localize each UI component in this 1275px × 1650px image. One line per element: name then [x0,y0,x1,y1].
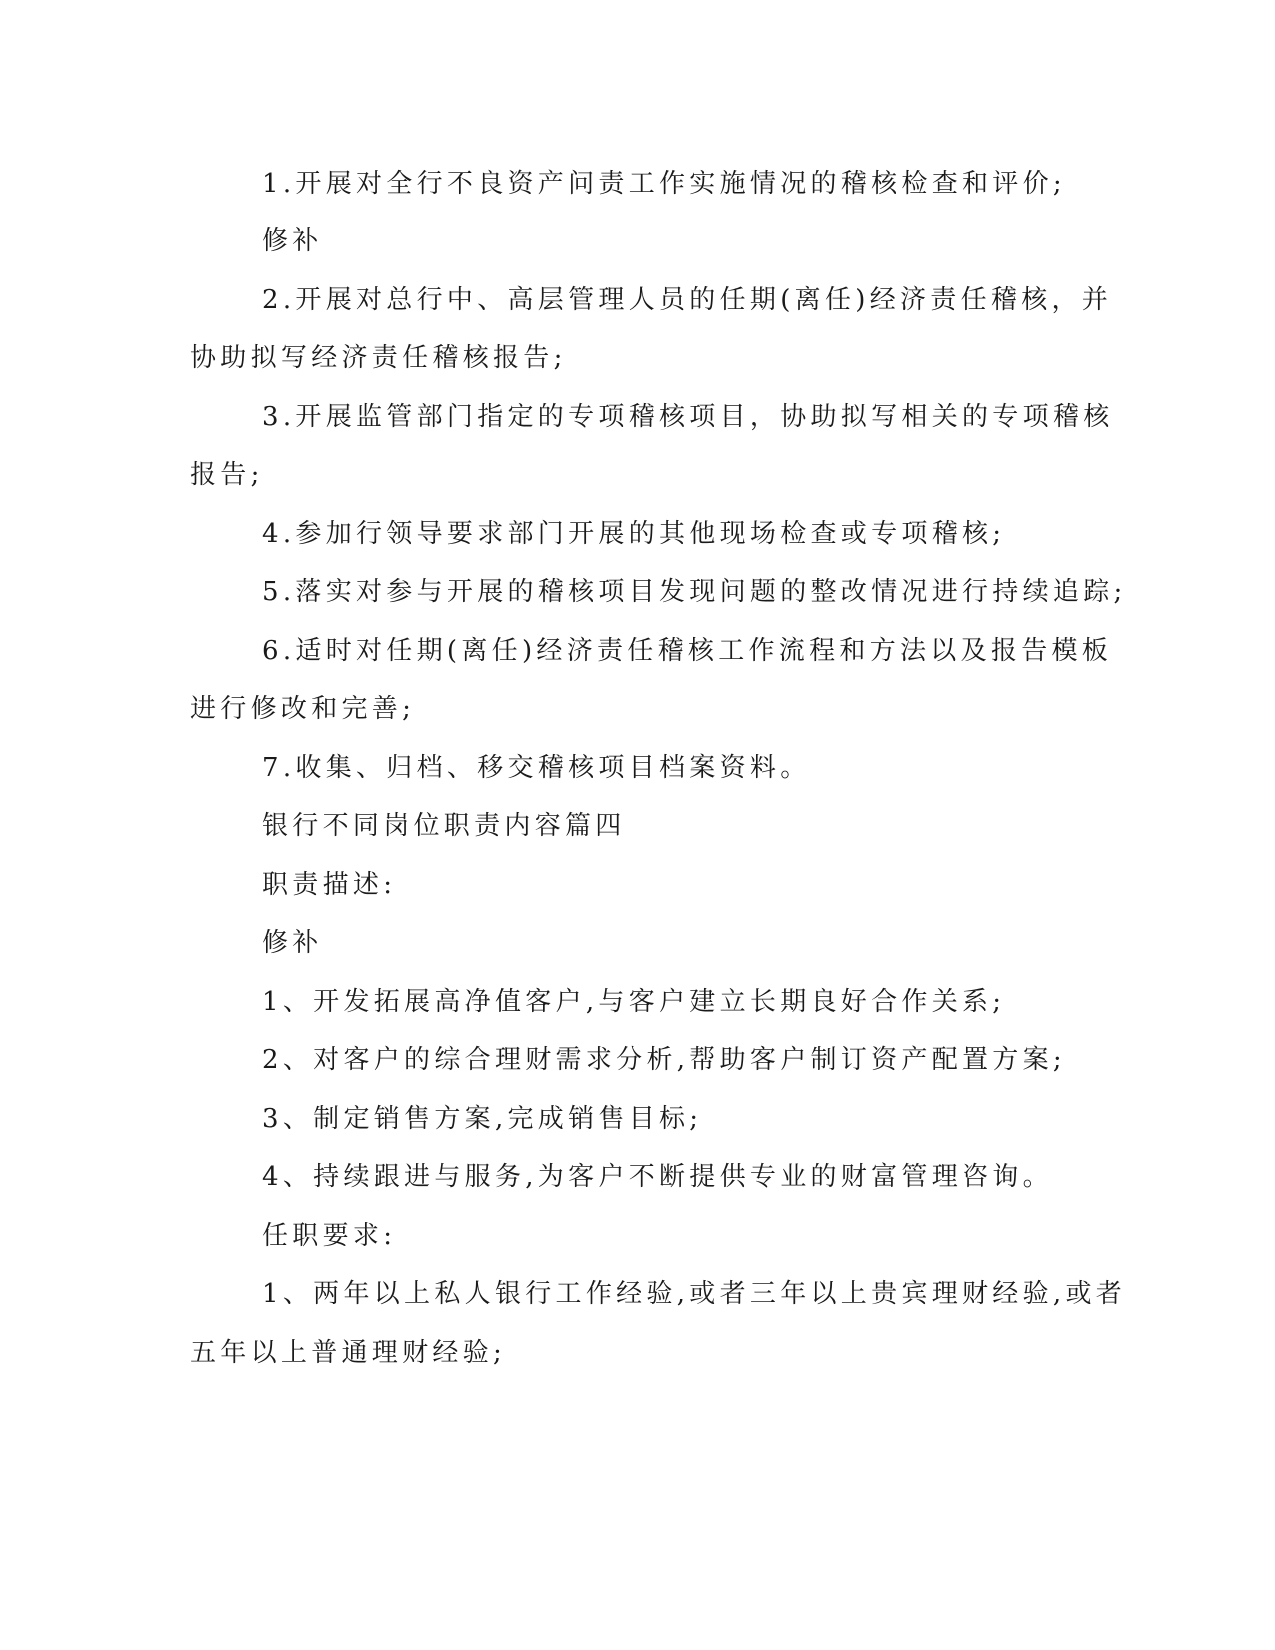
paragraph-item-7: 7.收集、归档、移交稽核项目档案资料。 [262,753,811,783]
paragraph-item-6-continuation: 进行修改和完善; [190,694,416,724]
requirements-label: 任职要求: [262,1221,397,1251]
requirement-item-1: 1、两年以上私人银行工作经验,或者三年以上贵宾理财经验,或者 [262,1279,1127,1309]
paragraph-item-3-continuation: 报告; [190,460,264,490]
paragraph-item-6: 6.适时对任期(离任)经济责任稽核工作流程和方法以及报告模板 [262,636,1113,666]
paragraph-item-4: 4.参加行领导要求部门开展的其他现场检查或专项稽核; [262,519,1006,549]
paragraph-item-2-continuation: 协助拟写经济责任稽核报告; [190,343,567,373]
note-line: 修补 [262,928,323,958]
note-line: 修补 [262,226,323,256]
duty-item-1: 1、开发拓展高净值客户,与客户建立长期良好合作关系; [262,987,1006,1017]
duty-item-4: 4、持续跟进与服务,为客户不断提供专业的财富管理咨询。 [262,1162,1053,1192]
requirement-item-1-continuation: 五年以上普通理财经验; [190,1338,507,1368]
duties-label: 职责描述: [262,870,397,900]
section-heading: 银行不同岗位职责内容篇四 [262,811,626,841]
duty-item-2: 2、对客户的综合理财需求分析,帮助客户制订资产配置方案; [262,1045,1066,1075]
paragraph-item-3: 3.开展监管部门指定的专项稽核项目，协助拟写相关的专项稽核 [262,402,1114,432]
duty-item-3: 3、制定销售方案,完成销售目标; [262,1104,703,1134]
paragraph-item-2: 2.开展对总行中、高层管理人员的任期(离任)经济责任稽核，并 [262,285,1113,315]
paragraph-item-5: 5.落实对参与开展的稽核项目发现问题的整改情况进行持续追踪; [262,577,1127,607]
paragraph-item-1: 1.开展对全行不良资产问责工作实施情况的稽核检查和评价; [262,169,1066,199]
